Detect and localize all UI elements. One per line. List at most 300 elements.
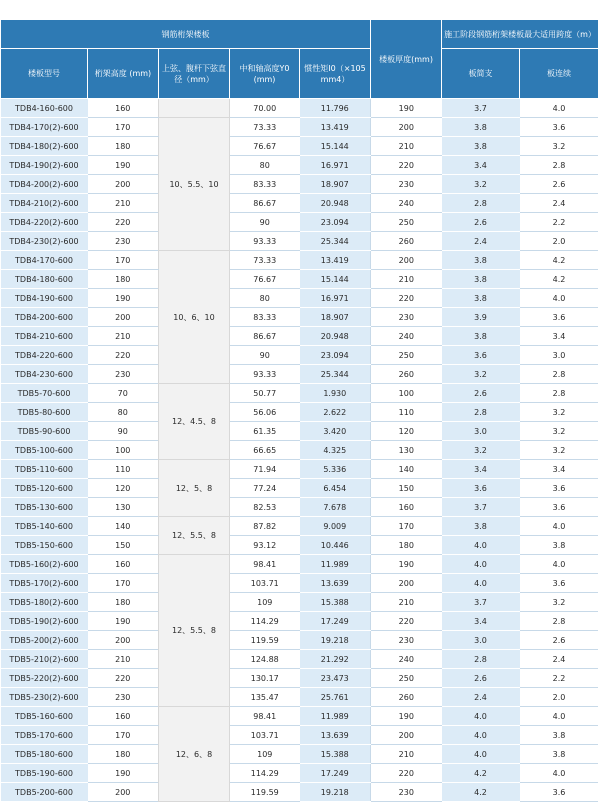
table-row (1, 403, 598, 422)
table-row (1, 612, 598, 631)
model-cell: TDB5-220(2)-600 (1, 669, 88, 688)
inertia-cell: 17.249 (300, 612, 371, 631)
height-cell: 100 (88, 441, 159, 460)
height-cell: 190 (88, 156, 159, 175)
height-cell: 80 (88, 403, 159, 422)
height-cell: 230 (88, 688, 159, 707)
axis-cell: 90 (230, 346, 300, 365)
header-continuous-span: 板连续 (520, 49, 598, 99)
height-cell: 130 (88, 498, 159, 517)
inertia-cell: 15.144 (300, 137, 371, 156)
thickness-cell: 150 (371, 479, 442, 498)
axis-cell: 109 (230, 745, 300, 764)
height-cell: 160 (88, 707, 159, 726)
table-row (1, 479, 598, 498)
axis-cell: 93.12 (230, 536, 300, 555)
axis-cell: 66.65 (230, 441, 300, 460)
spec-table-container (0, 19, 598, 802)
axis-cell: 76.67 (230, 137, 300, 156)
simple-span-cell: 3.2 (442, 175, 520, 194)
continuous-span-cell: 2.0 (520, 232, 598, 251)
simple-span-cell: 4.2 (442, 783, 520, 802)
model-cell: TDB4-180(2)-600 (1, 137, 88, 156)
axis-cell: 86.67 (230, 194, 300, 213)
model-cell: TDB5-160(2)-600 (1, 555, 88, 574)
inertia-cell: 10.446 (300, 536, 371, 555)
inertia-cell: 25.761 (300, 688, 371, 707)
height-cell: 170 (88, 574, 159, 593)
continuous-span-cell: 2.6 (520, 631, 598, 650)
thickness-cell: 230 (371, 308, 442, 327)
table-row (1, 365, 598, 384)
height-cell: 180 (88, 745, 159, 764)
axis-cell: 130.17 (230, 669, 300, 688)
height-cell: 200 (88, 308, 159, 327)
diameter-cell (159, 99, 230, 118)
model-cell: TDB5-120-600 (1, 479, 88, 498)
inertia-cell: 13.419 (300, 251, 371, 270)
continuous-span-cell: 2.4 (520, 194, 598, 213)
table-row (1, 745, 598, 764)
table-row (1, 555, 598, 574)
model-cell: TDB4-230(2)-600 (1, 232, 88, 251)
continuous-span-cell: 3.2 (520, 137, 598, 156)
thickness-cell: 210 (371, 593, 442, 612)
simple-span-cell: 3.8 (442, 270, 520, 289)
table-row (1, 574, 598, 593)
axis-cell: 98.41 (230, 555, 300, 574)
thickness-cell: 240 (371, 650, 442, 669)
simple-span-cell: 3.9 (442, 308, 520, 327)
model-cell: TDB5-170(2)-600 (1, 574, 88, 593)
axis-cell: 135.47 (230, 688, 300, 707)
model-cell: TDB5-230(2)-600 (1, 688, 88, 707)
header-row-columns (1, 49, 598, 99)
model-cell: TDB4-210(2)-600 (1, 194, 88, 213)
axis-cell: 83.33 (230, 308, 300, 327)
continuous-span-cell: 3.8 (520, 726, 598, 745)
continuous-span-cell: 3.6 (520, 783, 598, 802)
thickness-cell: 190 (371, 99, 442, 118)
diameter-cell: 12、5.5、8 (159, 517, 230, 555)
simple-span-cell: 4.0 (442, 536, 520, 555)
axis-cell: 73.33 (230, 251, 300, 270)
height-cell: 200 (88, 631, 159, 650)
inertia-cell: 25.344 (300, 365, 371, 384)
inertia-cell: 23.094 (300, 213, 371, 232)
inertia-cell: 20.948 (300, 327, 371, 346)
header-inertia: 惯性矩I0（×105 mm4） (300, 49, 371, 99)
continuous-span-cell: 3.2 (520, 422, 598, 441)
continuous-span-cell: 4.0 (520, 555, 598, 574)
height-cell: 210 (88, 194, 159, 213)
simple-span-cell: 3.2 (442, 441, 520, 460)
model-cell: TDB5-80-600 (1, 403, 88, 422)
model-cell: TDB4-180-600 (1, 270, 88, 289)
thickness-cell: 200 (371, 726, 442, 745)
thickness-cell: 120 (371, 422, 442, 441)
inertia-cell: 21.292 (300, 650, 371, 669)
continuous-span-cell: 2.8 (520, 612, 598, 631)
table-row (1, 517, 598, 536)
axis-cell: 114.29 (230, 612, 300, 631)
table-row (1, 707, 598, 726)
inertia-cell: 15.144 (300, 270, 371, 289)
inertia-cell: 15.388 (300, 593, 371, 612)
model-cell: TDB5-200-600 (1, 783, 88, 802)
thickness-cell: 250 (371, 669, 442, 688)
simple-span-cell: 3.4 (442, 612, 520, 631)
model-cell: TDB4-190-600 (1, 289, 88, 308)
table-row (1, 118, 598, 137)
axis-cell: 70.00 (230, 99, 300, 118)
model-cell: TDB5-160-600 (1, 707, 88, 726)
thickness-cell: 250 (371, 213, 442, 232)
inertia-cell: 5.336 (300, 460, 371, 479)
table-row (1, 308, 598, 327)
inertia-cell: 16.971 (300, 156, 371, 175)
model-cell: TDB5-180-600 (1, 745, 88, 764)
simple-span-cell: 3.7 (442, 593, 520, 612)
table-row (1, 631, 598, 650)
thickness-cell: 170 (371, 517, 442, 536)
inertia-cell: 6.454 (300, 479, 371, 498)
table-row (1, 156, 598, 175)
axis-cell: 71.94 (230, 460, 300, 479)
simple-span-cell: 3.7 (442, 99, 520, 118)
simple-span-cell: 3.8 (442, 118, 520, 137)
thickness-cell: 230 (371, 631, 442, 650)
height-cell: 70 (88, 384, 159, 403)
model-cell: TDB4-200-600 (1, 308, 88, 327)
table-row (1, 726, 598, 745)
height-cell: 210 (88, 650, 159, 669)
model-cell: TDB5-90-600 (1, 422, 88, 441)
model-cell: TDB4-200(2)-600 (1, 175, 88, 194)
axis-cell: 50.77 (230, 384, 300, 403)
simple-span-cell: 2.6 (442, 669, 520, 688)
thickness-cell: 200 (371, 118, 442, 137)
inertia-cell: 15.388 (300, 745, 371, 764)
table-row (1, 99, 598, 118)
axis-cell: 90 (230, 213, 300, 232)
continuous-span-cell: 3.8 (520, 536, 598, 555)
inertia-cell: 18.907 (300, 308, 371, 327)
table-row (1, 175, 598, 194)
table-row (1, 384, 598, 403)
model-cell: TDB5-70-600 (1, 384, 88, 403)
thickness-cell: 180 (371, 536, 442, 555)
inertia-cell: 1.930 (300, 384, 371, 403)
simple-span-cell: 2.8 (442, 650, 520, 669)
height-cell: 210 (88, 327, 159, 346)
thickness-cell: 190 (371, 707, 442, 726)
continuous-span-cell: 4.0 (520, 707, 598, 726)
model-cell: TDB4-170(2)-600 (1, 118, 88, 137)
thickness-cell: 100 (371, 384, 442, 403)
axis-cell: 61.35 (230, 422, 300, 441)
inertia-cell: 11.796 (300, 99, 371, 118)
height-cell: 190 (88, 289, 159, 308)
inertia-cell: 19.218 (300, 631, 371, 650)
model-cell: TDB5-190-600 (1, 764, 88, 783)
model-cell: TDB5-110-600 (1, 460, 88, 479)
height-cell: 220 (88, 346, 159, 365)
axis-cell: 80 (230, 156, 300, 175)
continuous-span-cell: 4.2 (520, 251, 598, 270)
continuous-span-cell: 3.2 (520, 403, 598, 422)
simple-span-cell: 3.8 (442, 517, 520, 536)
table-body (1, 99, 598, 802)
axis-cell: 98.41 (230, 707, 300, 726)
simple-span-cell: 4.0 (442, 555, 520, 574)
continuous-span-cell: 4.0 (520, 764, 598, 783)
height-cell: 120 (88, 479, 159, 498)
continuous-span-cell: 4.0 (520, 517, 598, 536)
diameter-cell: 12、5、8 (159, 460, 230, 517)
model-cell: TDB5-180(2)-600 (1, 593, 88, 612)
table-row (1, 764, 598, 783)
simple-span-cell: 2.8 (442, 403, 520, 422)
simple-span-cell: 4.2 (442, 764, 520, 783)
simple-span-cell: 3.8 (442, 251, 520, 270)
simple-span-cell: 3.4 (442, 156, 520, 175)
thickness-cell: 240 (371, 194, 442, 213)
axis-cell: 103.71 (230, 574, 300, 593)
inertia-cell: 7.678 (300, 498, 371, 517)
height-cell: 220 (88, 669, 159, 688)
height-cell: 180 (88, 270, 159, 289)
table-row (1, 289, 598, 308)
model-cell: TDB5-170-600 (1, 726, 88, 745)
continuous-span-cell: 2.2 (520, 669, 598, 688)
height-cell: 230 (88, 232, 159, 251)
simple-span-cell: 4.0 (442, 745, 520, 764)
axis-cell: 82.53 (230, 498, 300, 517)
simple-span-cell: 3.2 (442, 365, 520, 384)
table-row (1, 270, 598, 289)
continuous-span-cell: 3.0 (520, 346, 598, 365)
table-row (1, 422, 598, 441)
thickness-cell: 240 (371, 327, 442, 346)
thickness-cell: 200 (371, 574, 442, 593)
model-cell: TDB4-160-600 (1, 99, 88, 118)
inertia-cell: 2.622 (300, 403, 371, 422)
axis-cell: 77.24 (230, 479, 300, 498)
height-cell: 190 (88, 764, 159, 783)
thickness-cell: 220 (371, 156, 442, 175)
continuous-span-cell: 2.2 (520, 213, 598, 232)
continuous-span-cell: 2.0 (520, 688, 598, 707)
continuous-span-cell: 2.6 (520, 175, 598, 194)
continuous-span-cell: 2.4 (520, 650, 598, 669)
thickness-cell: 110 (371, 403, 442, 422)
continuous-span-cell: 3.6 (520, 498, 598, 517)
spec-table (0, 19, 598, 802)
table-row (1, 441, 598, 460)
inertia-cell: 18.907 (300, 175, 371, 194)
continuous-span-cell: 3.4 (520, 327, 598, 346)
continuous-span-cell: 4.0 (520, 99, 598, 118)
axis-cell: 76.67 (230, 270, 300, 289)
height-cell: 110 (88, 460, 159, 479)
inertia-cell: 13.639 (300, 726, 371, 745)
simple-span-cell: 3.8 (442, 327, 520, 346)
table-row (1, 137, 598, 156)
thickness-cell: 130 (371, 441, 442, 460)
continuous-span-cell: 3.6 (520, 574, 598, 593)
model-cell: TDB5-130-600 (1, 498, 88, 517)
thickness-cell: 260 (371, 232, 442, 251)
diameter-cell: 12、4.5、8 (159, 384, 230, 460)
table-row (1, 460, 598, 479)
table-row (1, 536, 598, 555)
model-cell: TDB5-200(2)-600 (1, 631, 88, 650)
axis-cell: 56.06 (230, 403, 300, 422)
header-slab-thickness: 楼板厚度(mm) (371, 20, 442, 99)
model-cell: TDB5-100-600 (1, 441, 88, 460)
continuous-span-cell: 2.8 (520, 365, 598, 384)
simple-span-cell: 4.0 (442, 707, 520, 726)
continuous-span-cell: 4.2 (520, 270, 598, 289)
simple-span-cell: 3.0 (442, 422, 520, 441)
simple-span-cell: 2.8 (442, 194, 520, 213)
simple-span-cell: 2.6 (442, 384, 520, 403)
inertia-cell: 4.325 (300, 441, 371, 460)
thickness-cell: 210 (371, 137, 442, 156)
inertia-cell: 11.989 (300, 555, 371, 574)
thickness-cell: 160 (371, 498, 442, 517)
thickness-cell: 200 (371, 251, 442, 270)
height-cell: 170 (88, 251, 159, 270)
diameter-cell: 10、6、10 (159, 251, 230, 384)
table-row (1, 251, 598, 270)
continuous-span-cell: 3.6 (520, 308, 598, 327)
table-row (1, 688, 598, 707)
table-row (1, 669, 598, 688)
axis-cell: 93.33 (230, 365, 300, 384)
inertia-cell: 20.948 (300, 194, 371, 213)
axis-cell: 119.59 (230, 783, 300, 802)
axis-cell: 119.59 (230, 631, 300, 650)
header-group-span: 施工阶段钢筋桁架楼板最大适用跨度（m） (442, 20, 598, 49)
simple-span-cell: 3.6 (442, 479, 520, 498)
axis-cell: 114.29 (230, 764, 300, 783)
model-cell: TDB4-230-600 (1, 365, 88, 384)
model-cell: TDB4-190(2)-600 (1, 156, 88, 175)
inertia-cell: 3.420 (300, 422, 371, 441)
thickness-cell: 140 (371, 460, 442, 479)
simple-span-cell: 2.4 (442, 232, 520, 251)
thickness-cell: 210 (371, 745, 442, 764)
axis-cell: 124.88 (230, 650, 300, 669)
simple-span-cell: 3.8 (442, 289, 520, 308)
height-cell: 140 (88, 517, 159, 536)
continuous-span-cell: 3.2 (520, 593, 598, 612)
continuous-span-cell: 3.2 (520, 441, 598, 460)
simple-span-cell: 2.6 (442, 213, 520, 232)
continuous-span-cell: 3.4 (520, 460, 598, 479)
table-row (1, 232, 598, 251)
continuous-span-cell: 3.8 (520, 745, 598, 764)
simple-span-cell: 3.4 (442, 460, 520, 479)
header-simple-span: 板简支 (442, 49, 520, 99)
continuous-span-cell: 3.6 (520, 118, 598, 137)
height-cell: 150 (88, 536, 159, 555)
simple-span-cell: 4.0 (442, 574, 520, 593)
table-row (1, 650, 598, 669)
thickness-cell: 260 (371, 688, 442, 707)
axis-cell: 87.82 (230, 517, 300, 536)
inertia-cell: 19.218 (300, 783, 371, 802)
simple-span-cell: 3.6 (442, 346, 520, 365)
header-neutral-axis: 中和轴高度Y0 (mm) (230, 49, 300, 99)
height-cell: 200 (88, 783, 159, 802)
inertia-cell: 23.473 (300, 669, 371, 688)
table-row (1, 593, 598, 612)
inertia-cell: 25.344 (300, 232, 371, 251)
axis-cell: 86.67 (230, 327, 300, 346)
height-cell: 200 (88, 175, 159, 194)
height-cell: 190 (88, 612, 159, 631)
axis-cell: 73.33 (230, 118, 300, 137)
continuous-span-cell: 2.8 (520, 384, 598, 403)
thickness-cell: 210 (371, 270, 442, 289)
header-truss-height: 桁架高度 (mm) (88, 49, 159, 99)
axis-cell: 103.71 (230, 726, 300, 745)
diameter-cell: 12、6、8 (159, 707, 230, 802)
thickness-cell: 190 (371, 555, 442, 574)
diameter-cell: 12、5.5、8 (159, 555, 230, 707)
model-cell: TDB4-210-600 (1, 327, 88, 346)
thickness-cell: 250 (371, 346, 442, 365)
simple-span-cell: 3.8 (442, 137, 520, 156)
inertia-cell: 23.094 (300, 346, 371, 365)
simple-span-cell: 3.0 (442, 631, 520, 650)
height-cell: 90 (88, 422, 159, 441)
thickness-cell: 260 (371, 365, 442, 384)
height-cell: 220 (88, 213, 159, 232)
continuous-span-cell: 4.0 (520, 289, 598, 308)
axis-cell: 83.33 (230, 175, 300, 194)
thickness-cell: 230 (371, 783, 442, 802)
inertia-cell: 13.639 (300, 574, 371, 593)
height-cell: 170 (88, 726, 159, 745)
table-row (1, 213, 598, 232)
model-cell: TDB5-150-600 (1, 536, 88, 555)
model-cell: TDB5-210(2)-600 (1, 650, 88, 669)
height-cell: 160 (88, 99, 159, 118)
table-row (1, 346, 598, 365)
table-row (1, 327, 598, 346)
model-cell: TDB4-170-600 (1, 251, 88, 270)
inertia-cell: 16.971 (300, 289, 371, 308)
thickness-cell: 220 (371, 764, 442, 783)
model-cell: TDB5-140-600 (1, 517, 88, 536)
inertia-cell: 11.989 (300, 707, 371, 726)
inertia-cell: 9.009 (300, 517, 371, 536)
model-cell: TDB5-190(2)-600 (1, 612, 88, 631)
inertia-cell: 13.419 (300, 118, 371, 137)
inertia-cell: 17.249 (300, 764, 371, 783)
height-cell: 170 (88, 118, 159, 137)
simple-span-cell: 3.7 (442, 498, 520, 517)
thickness-cell: 230 (371, 175, 442, 194)
axis-cell: 109 (230, 593, 300, 612)
continuous-span-cell: 3.6 (520, 479, 598, 498)
axis-cell: 80 (230, 289, 300, 308)
header-model: 楼板型号 (1, 49, 88, 99)
